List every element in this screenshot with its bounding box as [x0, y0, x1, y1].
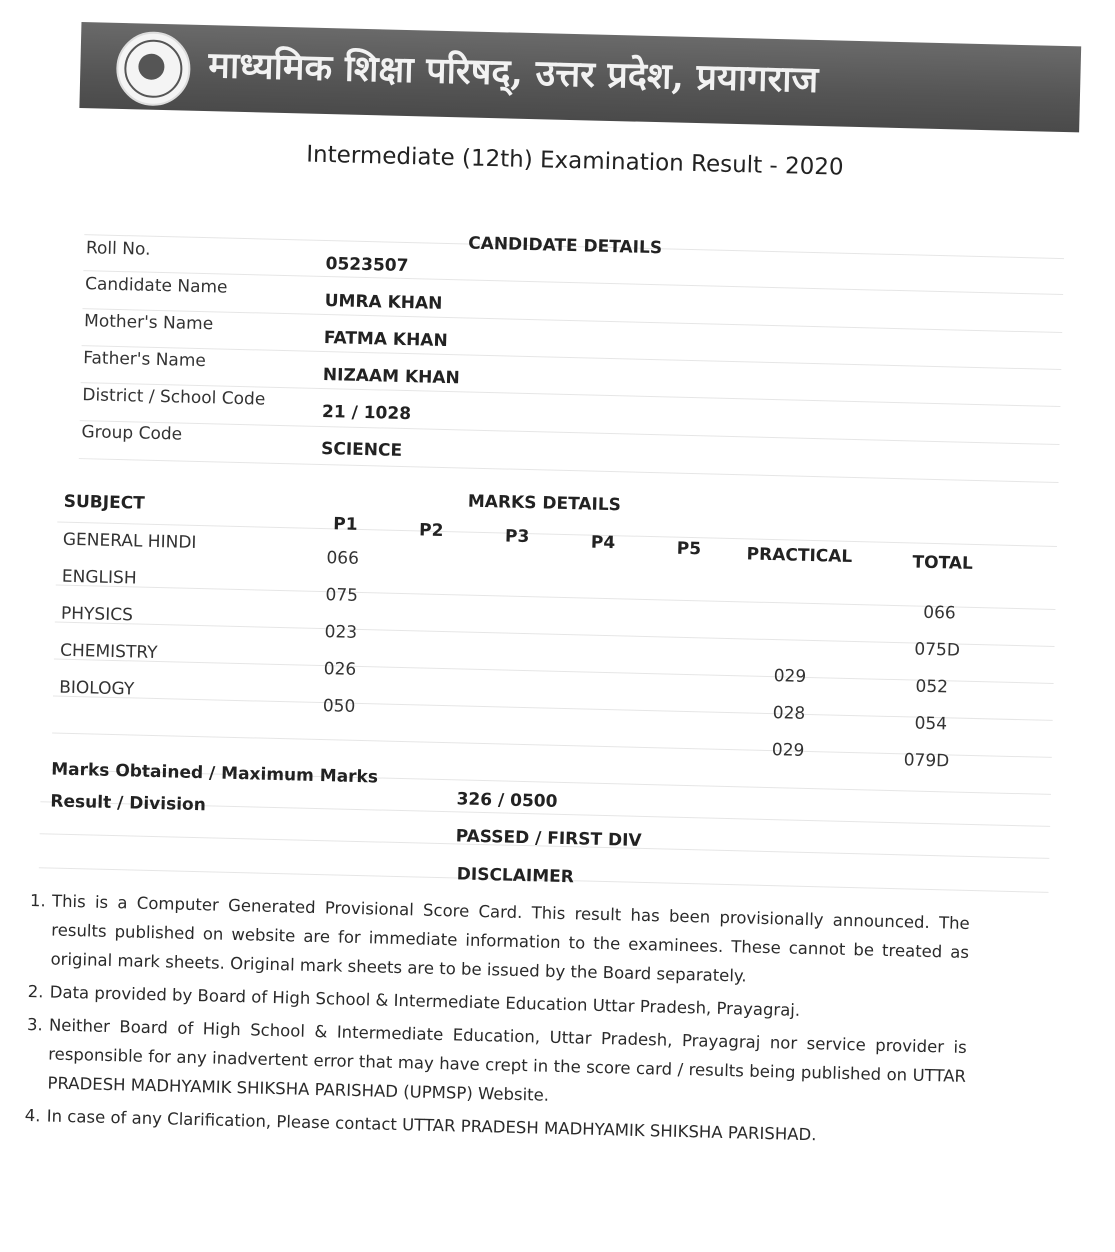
district-school-code-label: District / School Code: [82, 385, 266, 410]
col-p2: P2: [418, 520, 444, 541]
total-mark: 079D: [903, 750, 950, 772]
col-p4: P4: [590, 532, 616, 554]
divider: [56, 585, 1056, 610]
disclaimer-item: 3. Neither Board of High School & Intermediate Education, Uttar Pradesh, Prayagraj nor service provider is responsible for any inadvertent error that may have crept in the score card / results being published on UTTAR PRADESH MADHYAMIK SHIKSHA PARISHAD (UPMSP) Website.: [26, 1014, 967, 1105]
subject-name: PHYSICS: [60, 603, 134, 626]
disclaimer-item: 1. This is a Computer Generated Provisional Score Card. This result has been provisionally announced. The results published on website are for immediate information to the examinees. These cannot be treated as original mark sheets. Original mark sheets are to be issued by the Board separately.: [29, 891, 970, 986]
p1-mark: 023: [324, 622, 358, 643]
practical-mark: 029: [771, 740, 805, 761]
marks-details-heading: MARKS DETAILS: [467, 491, 622, 516]
divider: [82, 308, 1062, 333]
p1-mark: 066: [326, 548, 360, 569]
group-code-label: Group Code: [81, 422, 183, 445]
divider: [57, 522, 1057, 547]
result-division-label: Result / Division: [50, 791, 207, 816]
p1-mark: 050: [322, 696, 356, 717]
divider: [52, 732, 1052, 757]
marks-obtained-label: Marks Obtained / Maximum Marks: [50, 759, 379, 788]
col-total: TOTAL: [912, 552, 974, 574]
col-p1: P1: [333, 514, 358, 535]
subject-name: ENGLISH: [61, 566, 137, 589]
col-p3: P3: [504, 526, 530, 548]
result-division-value: PASSED / FIRST DIV: [455, 826, 642, 851]
exam-title: Intermediate (12th) Examination Result - 2020: [305, 141, 844, 181]
total-mark: 075D: [914, 639, 961, 661]
disclaimer-item: 2. Data provided by Board of High School & Intermediate Education Uttar Pradesh, Prayagraj.: [27, 981, 801, 1020]
roll-no-value: 0523507: [325, 254, 409, 277]
divider: [82, 345, 1062, 370]
divider: [83, 270, 1063, 298]
divider: [53, 696, 1053, 721]
board-seal-icon: [115, 31, 191, 107]
candidate-name-value: UMRA KHAN: [324, 291, 443, 314]
candidate-name-label: Candidate Name: [84, 274, 228, 298]
divider: [55, 622, 1055, 647]
roll-no-label: Roll No.: [85, 238, 151, 260]
mother-name-label: Mother's Name: [83, 311, 214, 335]
disclaimer-list: [24, 886, 970, 1157]
subject-name: CHEMISTRY: [59, 640, 158, 664]
total-mark: 054: [914, 713, 948, 735]
father-name-label: Father's Name: [83, 348, 207, 372]
group-code-value: SCIENCE: [320, 438, 403, 461]
father-name-value: NIZAAM KHAN: [322, 365, 460, 389]
board-title: माध्यमिक शिक्षा परिषद्, उत्तर प्रदेश, प्रयागराज: [207, 44, 819, 102]
col-practical: PRACTICAL: [746, 544, 853, 567]
col-subject: SUBJECT: [63, 491, 145, 514]
disclaimer-item: 4. In case of any Clarification, Please contact UTTAR PRADESH MADHYAMIK SHIKSHA PARISHAD.: [24, 1105, 817, 1145]
divider: [80, 420, 1060, 445]
disclaimer-heading: DISCLAIMER: [456, 864, 575, 888]
header-banner: [79, 22, 1081, 132]
divider: [54, 659, 1054, 684]
total-mark: 052: [915, 676, 949, 698]
p1-mark: 026: [323, 659, 357, 680]
practical-mark: 028: [772, 703, 806, 724]
subject-name: GENERAL HINDI: [62, 529, 197, 553]
district-school-code-value: 21 / 1028: [321, 401, 412, 425]
total-mark: 066: [923, 602, 956, 624]
col-p5: P5: [676, 538, 702, 560]
practical-mark: 029: [773, 666, 807, 687]
subject-name: BIOLOGY: [58, 677, 135, 700]
p1-mark: 075: [325, 585, 359, 606]
candidate-details-heading: CANDIDATE DETAILS: [467, 233, 663, 259]
marks-obtained-value: 326 / 0500: [456, 789, 558, 812]
divider: [79, 458, 1059, 483]
mother-name-value: FATMA KHAN: [323, 328, 448, 352]
